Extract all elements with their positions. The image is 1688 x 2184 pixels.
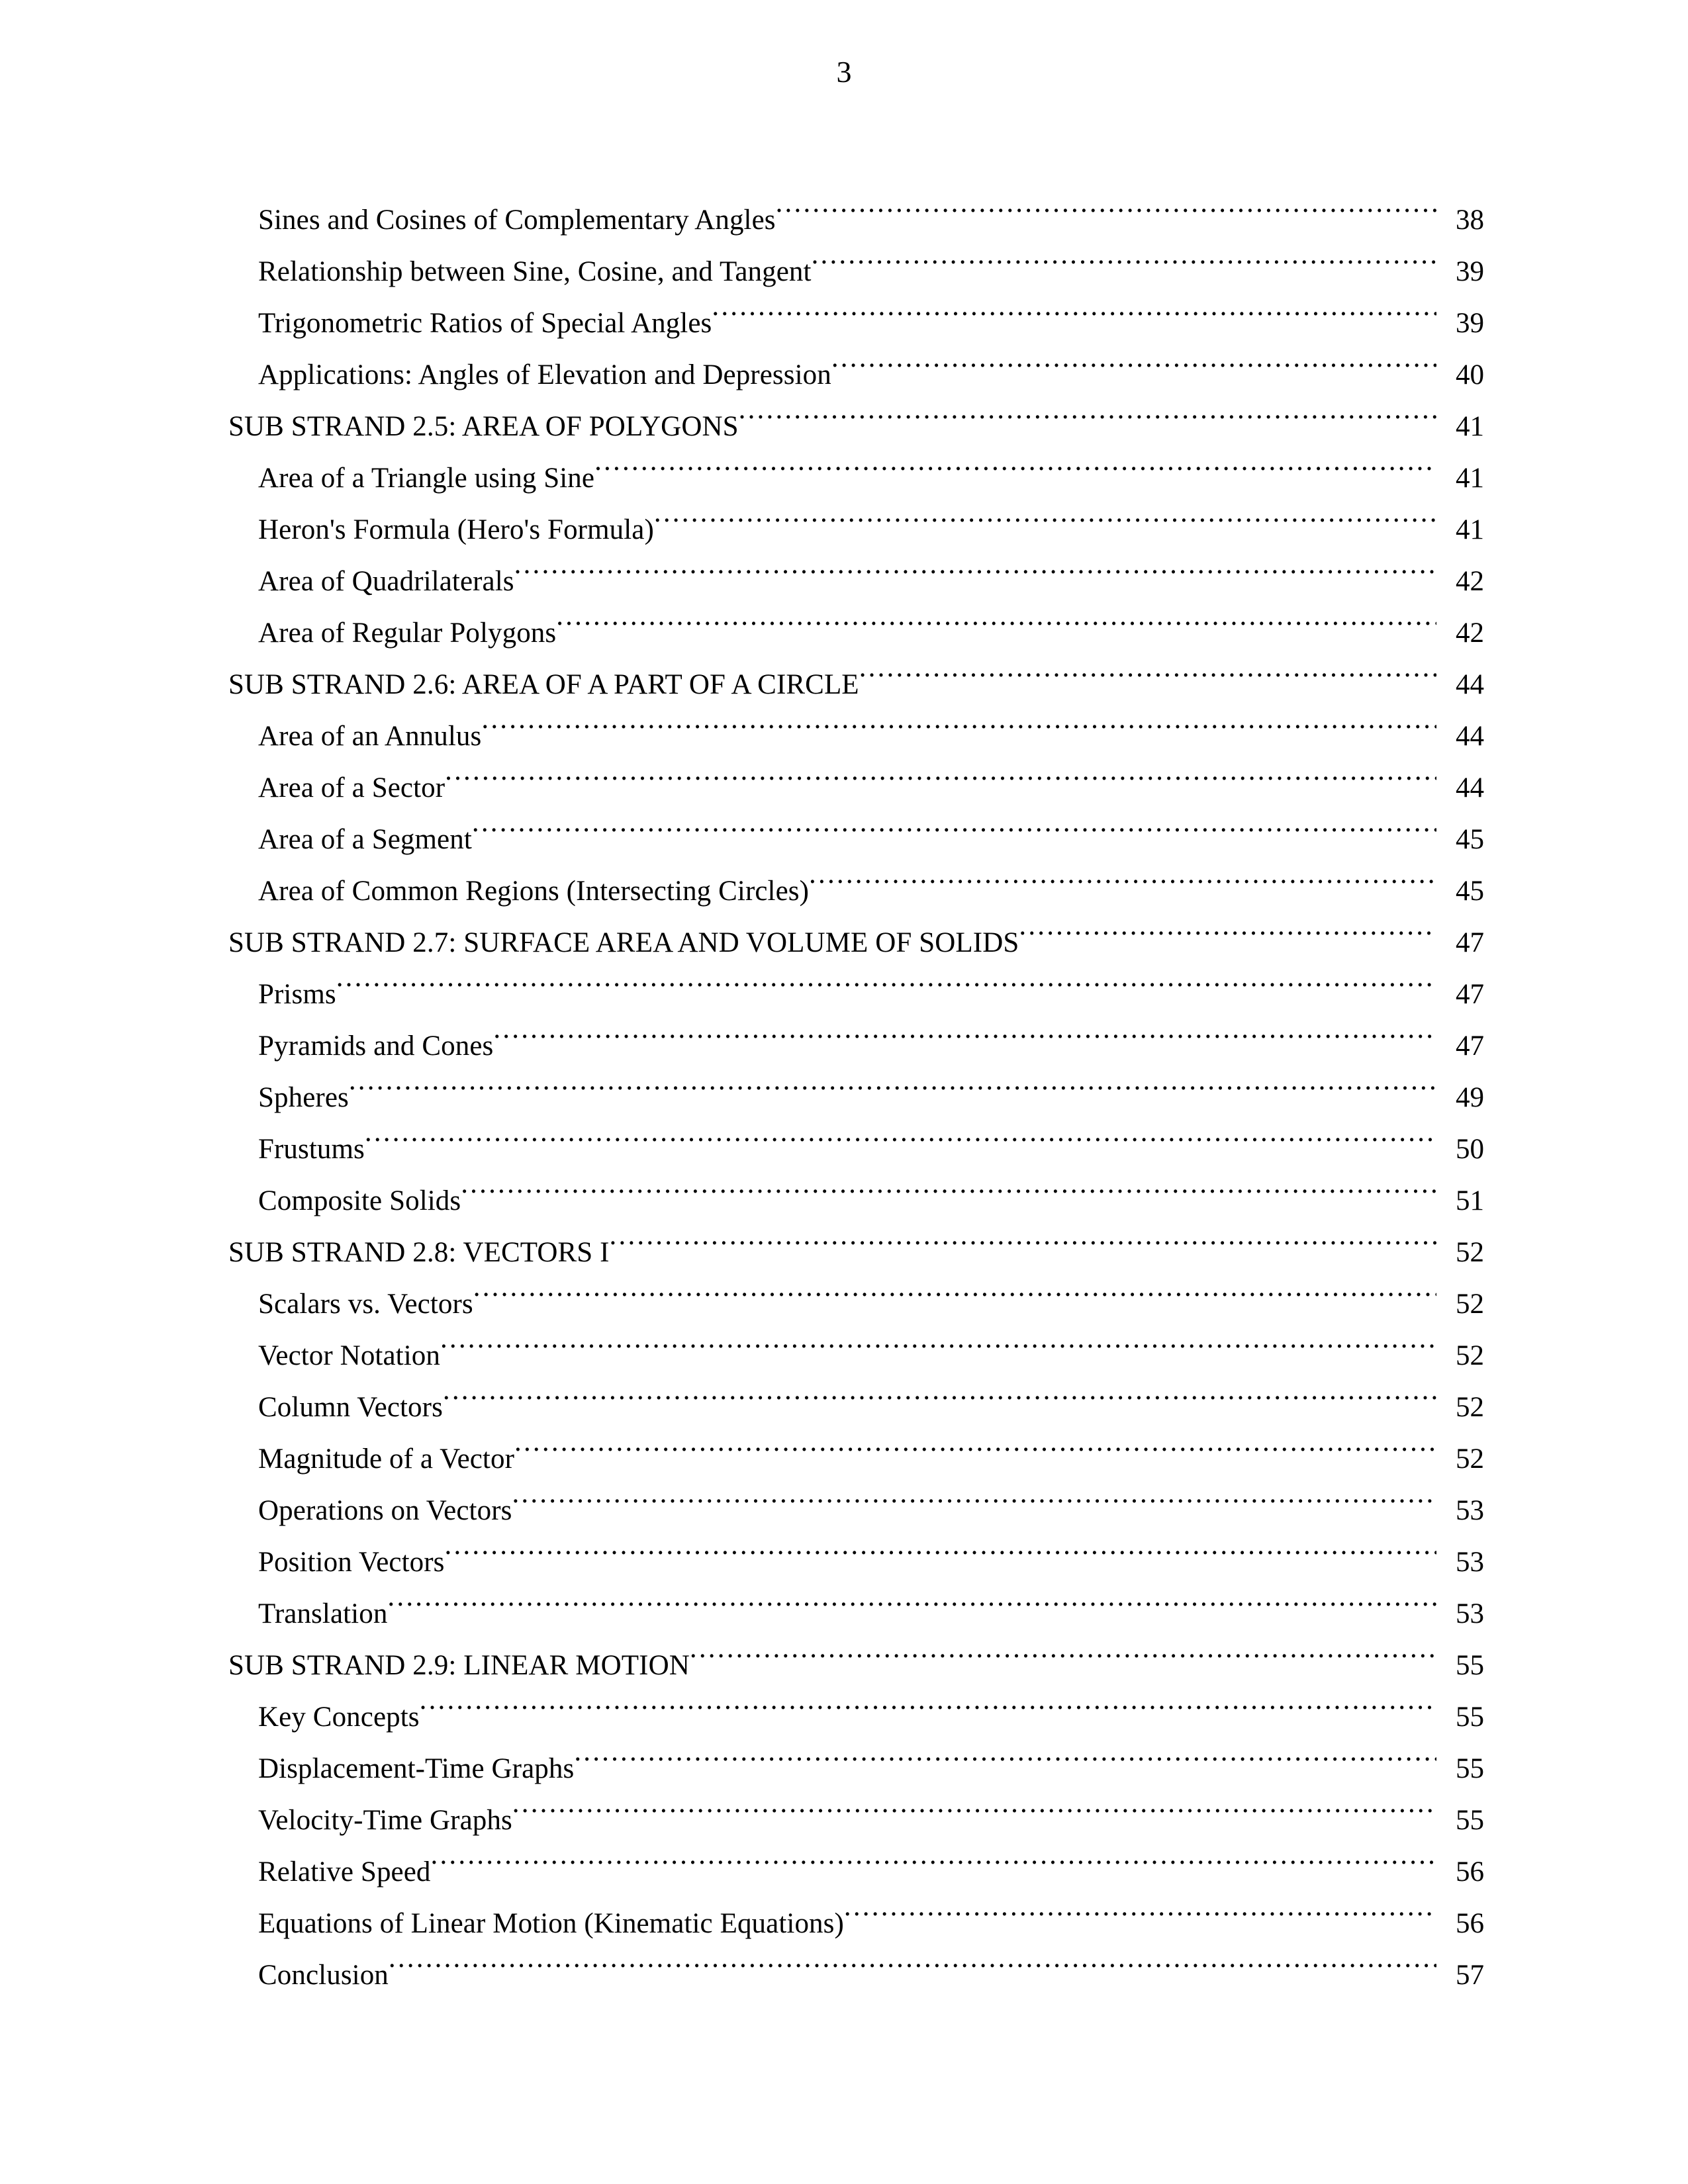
- dot-leader: [690, 1623, 1436, 1674]
- toc-entry-page-number: 41: [1456, 514, 1484, 545]
- dot-leader: [420, 1674, 1436, 1726]
- toc-entry-title: Relationship between Sine, Cosine, and Tangent: [258, 256, 812, 287]
- toc-entry-title: SUB STRAND 2.9: LINEAR MOTION: [228, 1650, 690, 1681]
- toc-entry-title: Conclusion: [258, 1960, 389, 1991]
- dot-leader: [389, 1933, 1436, 1984]
- toc-entry-page-number: 52: [1456, 1289, 1484, 1320]
- toc-section-entry[interactable]: [228, 1623, 1484, 1681]
- dot-leader: [512, 1778, 1436, 1829]
- toc-entry-page-number: 55: [1456, 1753, 1484, 1784]
- toc-entry-title: SUB STRAND 2.5: AREA OF POLYGONS: [228, 411, 739, 442]
- toc-entry-page-number: 52: [1456, 1443, 1484, 1475]
- toc-sub-entry[interactable]: [258, 1313, 1484, 1371]
- dot-leader: [776, 177, 1436, 229]
- toc-entry-page-number: 53: [1456, 1495, 1484, 1526]
- dot-leader: [512, 1468, 1436, 1520]
- dot-leader: [431, 1829, 1436, 1881]
- toc-entry-page-number: 53: [1456, 1547, 1484, 1578]
- toc-entry-title: Relative Speed: [258, 1856, 431, 1888]
- dot-leader: [739, 384, 1436, 435]
- toc-entry-page-number: 51: [1456, 1185, 1484, 1216]
- toc-sub-entry[interactable]: [258, 1933, 1484, 1991]
- dot-leader: [831, 332, 1436, 384]
- toc-entry-title: SUB STRAND 2.8: VECTORS I: [228, 1237, 610, 1268]
- toc-sub-entry[interactable]: [258, 1365, 1484, 1423]
- dot-leader: [473, 1261, 1436, 1313]
- toc-entry-page-number: 52: [1456, 1237, 1484, 1268]
- dot-leader: [387, 1571, 1436, 1623]
- toc-entry-title: Vector Notation: [258, 1340, 440, 1371]
- toc-entry-page-number: 44: [1456, 669, 1484, 700]
- dot-leader: [461, 1158, 1436, 1210]
- dot-leader: [336, 952, 1436, 1003]
- toc-sub-entry[interactable]: [258, 1003, 1484, 1062]
- toc-entry-page-number: 53: [1456, 1598, 1484, 1629]
- toc-entry-page-number: 41: [1456, 411, 1484, 442]
- toc-sub-entry[interactable]: [258, 1158, 1484, 1216]
- toc-entry-title: Scalars vs. Vectors: [258, 1289, 473, 1320]
- toc-entry-title: Pyramids and Cones: [258, 1030, 494, 1062]
- toc-entry-title: Area of a Sector: [258, 772, 445, 803]
- toc-entry-page-number: 45: [1456, 876, 1484, 907]
- toc-entry-page-number: 44: [1456, 721, 1484, 752]
- toc-entry-title: Magnitude of a Vector: [258, 1443, 515, 1475]
- toc-entry-page-number: 55: [1456, 1702, 1484, 1733]
- toc-sub-entry[interactable]: [258, 1107, 1484, 1165]
- toc-sub-entry[interactable]: [258, 1055, 1484, 1113]
- toc-entry-page-number: 41: [1456, 463, 1484, 494]
- toc-entry-title: Sines and Cosines of Complementary Angles: [258, 205, 776, 236]
- toc-entry-title: SUB STRAND 2.7: SURFACE AREA AND VOLUME OF SOLIDS: [228, 927, 1019, 958]
- dot-leader: [514, 539, 1436, 590]
- toc-sub-entry[interactable]: [258, 177, 1484, 236]
- toc-entry-page-number: 42: [1456, 617, 1484, 649]
- dot-leader: [514, 1416, 1436, 1468]
- dot-leader: [445, 1520, 1436, 1571]
- dot-leader: [481, 694, 1436, 745]
- toc-entry-page-number: 50: [1456, 1134, 1484, 1165]
- dot-leader: [349, 1055, 1436, 1107]
- dot-leader: [654, 487, 1436, 539]
- toc-entry-page-number: 55: [1456, 1650, 1484, 1681]
- toc-entry-page-number: 42: [1456, 566, 1484, 597]
- toc-entry-title: Area of Regular Polygons: [258, 617, 557, 649]
- dot-leader: [472, 797, 1436, 848]
- dot-leader: [445, 745, 1436, 797]
- dot-leader: [610, 1210, 1436, 1261]
- dot-leader: [574, 1726, 1436, 1778]
- toc-entry-page-number: 40: [1456, 359, 1484, 390]
- toc-entry-title: Heron's Formula (Hero's Formula): [258, 514, 654, 545]
- toc-entry-title: Key Concepts: [258, 1702, 420, 1733]
- toc-entry-page-number: 44: [1456, 772, 1484, 803]
- toc-entry-title: Area of Quadrilaterals: [258, 566, 514, 597]
- toc-entry-page-number: 47: [1456, 927, 1484, 958]
- dot-leader: [594, 435, 1436, 487]
- toc-entry-title: Prisms: [258, 979, 336, 1010]
- toc-entry-title: Spheres: [258, 1082, 349, 1113]
- dot-leader: [1019, 900, 1436, 952]
- toc-entry-page-number: 55: [1456, 1805, 1484, 1836]
- dot-leader: [440, 1313, 1436, 1365]
- page-folio-number: 3: [836, 55, 852, 89]
- table-of-contents: [228, 177, 1484, 1991]
- toc-entry-page-number: 38: [1456, 205, 1484, 236]
- toc-entry-page-number: 45: [1456, 824, 1484, 855]
- dot-leader: [493, 1003, 1436, 1055]
- dot-leader: [365, 1107, 1436, 1158]
- toc-entry-page-number: 57: [1456, 1960, 1484, 1991]
- toc-entry-page-number: 52: [1456, 1340, 1484, 1371]
- toc-sub-entry[interactable]: [258, 1571, 1484, 1629]
- dot-leader: [844, 1881, 1436, 1933]
- toc-entry-title: Area of a Segment: [258, 824, 472, 855]
- toc-sub-entry[interactable]: [258, 1881, 1484, 1939]
- toc-entry-title: Area of Common Regions (Intersecting Circles): [258, 876, 810, 907]
- toc-entry-title: Column Vectors: [258, 1392, 443, 1423]
- dot-leader: [809, 848, 1436, 900]
- toc-entry-title: Applications: Angles of Elevation and Depression: [258, 359, 831, 390]
- toc-sub-entry[interactable]: [258, 952, 1484, 1010]
- toc-entry-title: Position Vectors: [258, 1547, 445, 1578]
- toc-entry-page-number: 49: [1456, 1082, 1484, 1113]
- toc-entry-title: Velocity-Time Graphs: [258, 1805, 512, 1836]
- toc-entry-title: Composite Solids: [258, 1185, 461, 1216]
- toc-entry-title: Equations of Linear Motion (Kinematic Equations): [258, 1908, 844, 1939]
- toc-entry-title: Frustums: [258, 1134, 365, 1165]
- toc-entry-page-number: 39: [1456, 308, 1484, 339]
- toc-entry-title: Trigonometric Ratios of Special Angles: [258, 308, 712, 339]
- toc-entry-title: Translation: [258, 1598, 388, 1629]
- toc-entry-title: Area of an Annulus: [258, 721, 482, 752]
- dot-leader: [812, 229, 1436, 281]
- toc-entry-page-number: 39: [1456, 256, 1484, 287]
- toc-sub-entry[interactable]: [258, 1674, 1484, 1733]
- toc-entry-title: Area of a Triangle using Sine: [258, 463, 595, 494]
- dot-leader: [556, 590, 1436, 642]
- toc-sub-entry[interactable]: [258, 1829, 1484, 1888]
- dot-leader: [859, 642, 1436, 694]
- toc-sub-entry[interactable]: [258, 1726, 1484, 1784]
- dot-leader: [712, 281, 1436, 332]
- toc-entry-page-number: 52: [1456, 1392, 1484, 1423]
- dot-leader: [443, 1365, 1436, 1416]
- toc-entry-title: Operations on Vectors: [258, 1495, 512, 1526]
- toc-entry-page-number: 47: [1456, 979, 1484, 1010]
- toc-entry-title: Displacement-Time Graphs: [258, 1753, 575, 1784]
- toc-entry-page-number: 56: [1456, 1908, 1484, 1939]
- toc-entry-page-number: 56: [1456, 1856, 1484, 1888]
- toc-entry-page-number: 47: [1456, 1030, 1484, 1062]
- toc-entry-title: SUB STRAND 2.6: AREA OF A PART OF A CIRCLE: [228, 669, 859, 700]
